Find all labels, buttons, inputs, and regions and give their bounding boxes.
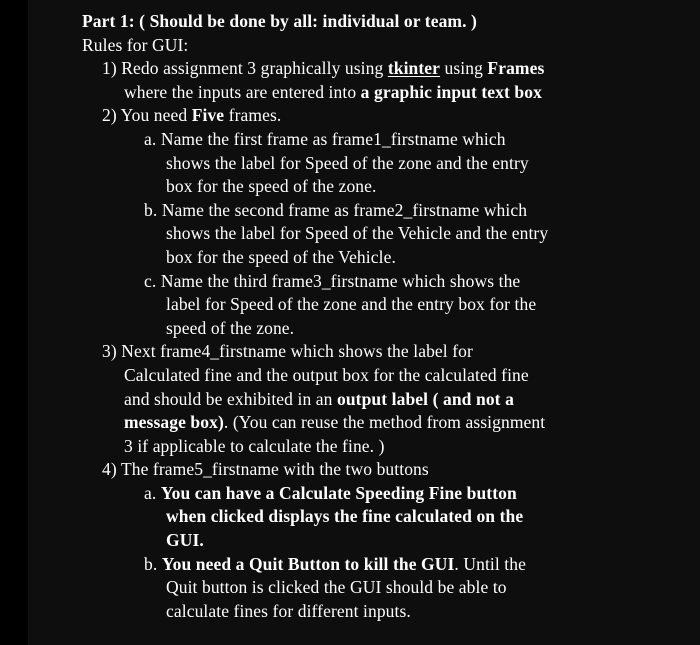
assignment-document <box>82 10 682 623</box>
rule-2b-line-3: box for the speed of the Vehicle. <box>166 246 396 267</box>
rule-4a-line-3: GUI. <box>166 530 204 551</box>
rule-1-frames: Frames <box>487 58 545 79</box>
rule-2a-number: a. <box>144 128 157 149</box>
rule-2-text-a: You need <box>120 105 192 126</box>
rule-3-line-1: Next frame4_firstname which shows the label for <box>121 341 473 362</box>
rule-4-text: The frame5_firstname with the two buttons <box>120 459 429 480</box>
rule-4a <box>82 482 682 553</box>
rule-2a-line-2: shows the label for Speed of the zone and the entry <box>166 152 529 173</box>
rule-2c-line-1: Name the third frame3_firstname which shows the <box>160 270 521 291</box>
rule-2-number: 2) <box>102 105 117 126</box>
rule-1-input-box: a graphic input text box <box>360 81 542 102</box>
rule-2b <box>82 199 682 270</box>
rule-1 <box>82 57 682 104</box>
rule-2 <box>82 104 682 128</box>
rule-3-line-2: Calculated fine and the output box for the calculated fine <box>124 364 529 385</box>
rule-4b-quit-button: You need a Quit Button to kill the GUI <box>161 553 455 574</box>
rule-1-tkinter: tkinter <box>387 58 441 79</box>
rule-2c-line-3: speed of the zone. <box>166 317 295 338</box>
rule-1-number: 1) <box>102 58 117 79</box>
rule-4b-line-2: Quit button is clicked the GUI should be able to <box>166 577 507 598</box>
rule-4b-line-1c: . Until the <box>454 553 526 574</box>
rule-2-text-b: frames. <box>224 105 282 126</box>
rule-1-text-c: where the inputs are entered into <box>124 81 361 102</box>
rule-4b-number: b. <box>144 553 158 574</box>
rule-2c <box>82 270 682 341</box>
rule-4-number: 4) <box>102 459 117 480</box>
rule-4 <box>82 458 682 482</box>
rule-3-line-4c: . (You can reuse the method from assignment <box>223 412 546 433</box>
rule-2-five: Five <box>191 105 225 126</box>
rule-3 <box>82 340 682 458</box>
rule-2c-number: c. <box>144 270 157 291</box>
title-prefix: Part 1: <box>82 11 140 31</box>
rule-4b-line-3: calculate fines for different inputs. <box>166 600 411 621</box>
rule-3-message-box: message box) <box>124 412 224 433</box>
title-bold: ( Should be done by all: individual or team. ) <box>139 11 477 31</box>
rule-2a-line-1: Name the first frame as frame1_firstname which <box>160 128 506 149</box>
rule-1-text-a: Redo assignment 3 graphically using <box>121 58 388 79</box>
rule-2b-line-2: shows the label for Speed of the Vehicle and the entry <box>166 223 549 244</box>
rule-3-number: 3) <box>102 341 117 362</box>
rule-1-text-b: using <box>440 58 488 79</box>
rule-4a-line-2: when clicked displays the fine calculated on the <box>166 506 524 527</box>
rule-4a-line-1: You can have a Calculate Speeding Fine button <box>160 482 517 503</box>
rule-2b-line-1: Name the second frame as frame2_firstname which <box>161 199 528 220</box>
rule-2a-line-3: box for the speed of the zone. <box>166 176 377 197</box>
rule-3-line-3a: and should be exhibited in an <box>124 388 337 409</box>
rule-4b <box>82 553 682 624</box>
rule-2b-number: b. <box>144 199 158 220</box>
rules-subtitle: Rules for GUI: <box>82 34 189 55</box>
rule-3-line-5: 3 if applicable to calculate the fine. ) <box>124 435 385 456</box>
rule-2c-line-2: label for Speed of the zone and the entry box for the <box>166 294 537 315</box>
rule-2a <box>82 128 682 199</box>
document-title <box>82 10 682 34</box>
rule-4a-number: a. <box>144 482 157 503</box>
rule-3-output-label: output label ( and not a <box>336 388 514 409</box>
